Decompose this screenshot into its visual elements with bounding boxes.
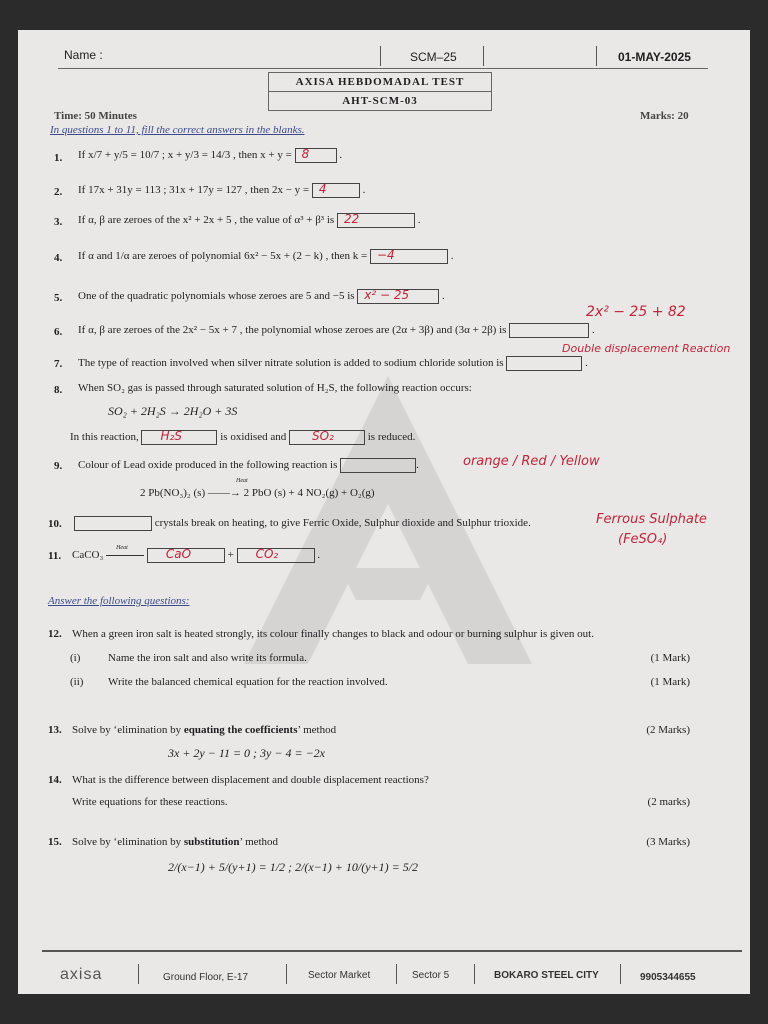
q2-number: 2. (54, 186, 63, 198)
q14-text: What is the difference between displacement and double displacement reactions? (72, 774, 429, 786)
q4-period: . (450, 250, 454, 263)
q9-answer: orange / Red / Yellow (463, 454, 600, 469)
test-code: SCM–25 (410, 50, 457, 64)
q8-line2-a: In this reaction, (70, 431, 139, 444)
q8-text: When SO₂ gas is passed through saturated solution of H₂S, the following reaction occurs: (78, 382, 472, 394)
q13-number: 13. (48, 724, 62, 736)
q15-equation: 2/(x−1) + 5/(y+1) = 1/2 ; 2/(x−1) + 10/(y+1) = 5/2 (168, 860, 419, 874)
instruction-text: In questions 1 to 11, fill the correct answers in the blanks. (50, 124, 305, 136)
q10-text: crystals break on heating, to give Ferric Oxide, Sulphur dioxide and Sulphur trioxide. (154, 517, 531, 530)
q4 (78, 249, 453, 264)
q8-equation: SO₂ + 2H₂S → 2H₂O + 3S (108, 404, 238, 418)
footer-market: Sector Market (308, 970, 371, 981)
test-title: AXISA HEBDOMADAL TEST (295, 76, 465, 88)
q3-answer-box (337, 213, 415, 228)
q11-period: . (317, 549, 321, 562)
q4-answer: −4 (376, 248, 395, 262)
q12-text: When a green iron salt is heated strongly, its colour finally changes to black and odour or burning sulphur is given out. (72, 628, 594, 640)
footer-brand-logo: axisa (60, 966, 103, 983)
q5-text: One of the quadratic polynomials whose zeroes are 5 and −5 is (78, 290, 355, 303)
q13-equation: 3x + 2y − 11 = 0 ; 3y − 4 = −2x (168, 746, 325, 760)
name-label: Name : (64, 48, 103, 62)
q4-answer-box (370, 249, 448, 264)
q10-answer-box (74, 516, 152, 531)
test-paper (18, 30, 750, 994)
q11-number: 11. (48, 550, 62, 562)
q6-text: If α, β are zeroes of the 2x² − 5x + 7 , the polynomial whose zeroes are (2α + 3β) and (3α + 2β) is (78, 324, 507, 337)
q11-answer-b: CO₂ (255, 547, 279, 561)
q8-answer-a: H₂S (160, 429, 182, 443)
q8-answer-box-a (141, 430, 217, 445)
q8-answer-box-b (289, 430, 365, 445)
q7-answer: Double displacement Reaction (562, 342, 731, 355)
q8-line2-b: is oxidised and (220, 431, 287, 444)
q9-answer-box (340, 458, 416, 473)
footer-sector: Sector 5 (412, 970, 450, 981)
q1 (78, 148, 342, 163)
q11-answer-box-b (237, 548, 315, 563)
footer-address: Ground Floor, E-17 (163, 972, 249, 983)
time-label: Time: 50 Minutes (54, 110, 137, 122)
q15-marks: (3 Marks) (646, 836, 690, 848)
q9-number: 9. (54, 460, 63, 472)
q12-part-i-text: Name the iron salt and also write its formula. (108, 652, 307, 664)
q5-period: . (442, 290, 445, 303)
q2 (78, 183, 365, 198)
marks-label: Marks: 20 (640, 110, 689, 122)
q2-text: If 17x + 31y = 113 ; 31x + 17y = 127 , then 2x − y = (78, 184, 310, 197)
q13-text-a: Solve by ‘elimination by (72, 724, 184, 736)
q15-text-c: ’ method (239, 836, 279, 848)
q10-number: 10. (48, 518, 62, 530)
q15-text-b: substitution (183, 836, 240, 848)
q8-answer-b: SO₂ (311, 429, 334, 443)
q10-answer-formula: (FeSO₄) (618, 532, 668, 547)
q12-part-ii-text: Write the balanced chemical equation for the reaction involved. (108, 676, 388, 688)
q8-number: 8. (54, 384, 63, 396)
q3 (78, 213, 420, 228)
q13-text-b: equating the coefficients (183, 724, 298, 736)
q13-marks: (2 Marks) (646, 724, 690, 736)
q7-answer-box (506, 356, 582, 371)
footer-city: BOKARO STEEL CITY (494, 970, 599, 981)
q5-answer: x² − 25 (364, 288, 410, 302)
q9-equation: 2 Pb(NO₃)₂ (s) ——→ 2 PbO (s) + 4 NO₂(g) + O₂(g) (140, 487, 375, 499)
q11-answer-a: CaO (165, 547, 192, 561)
q12-part-ii-marks: (1 Mark) (650, 676, 690, 688)
q3-number: 3. (54, 216, 63, 228)
q12-part-ii-label: (ii) (70, 676, 84, 688)
q11: CaCO₃ Heat CaO + CO₂ . (72, 545, 321, 562)
q1-period: . (339, 149, 343, 162)
q6-number: 6. (54, 326, 63, 338)
q11-heat-label: Heat (116, 545, 128, 551)
q7-number: 7. (54, 358, 63, 370)
test-subtitle: AHT-SCM-03 (269, 91, 491, 110)
q6-answer: 2x² − 25 + 82 (586, 304, 686, 320)
q2-answer-box (312, 183, 360, 198)
q9-text: Colour of Lead oxide produced in the following reaction is (78, 459, 338, 472)
test-date: 01-MAY-2025 (618, 50, 691, 64)
q12-part-i-marks: (1 Mark) (650, 652, 690, 664)
q1-answer-box (295, 148, 337, 163)
q11-arrow (106, 545, 144, 556)
q11-answer-box-a (147, 548, 225, 563)
q8-line2 (70, 430, 415, 445)
q13-text (72, 724, 336, 736)
q3-period: . (417, 214, 421, 227)
q14-number: 14. (48, 774, 62, 786)
q9-heat-label: Heat (236, 478, 248, 484)
q10-answer: Ferrous Sulphate (596, 512, 707, 527)
q4-number: 4. (54, 252, 63, 264)
q6-answer-box (509, 323, 589, 338)
footer-rule (42, 950, 742, 952)
q14-text2: Write equations for these reactions. (72, 796, 228, 808)
footer-phone: 9905344655 (640, 972, 696, 983)
q9: Colour of Lead oxide produced in the following reaction is . (78, 459, 419, 472)
q15-number: 15. (48, 836, 62, 848)
q3-text: If α, β are zeroes of the x² + 2x + 5 , the value of α³ + β³ is (78, 214, 335, 227)
q15-text-a: Solve by ‘elimination by (72, 836, 184, 848)
q6-period: . (591, 324, 595, 337)
q1-text: If x/7 + y/5 = 10/7 ; x + y/3 = 14/3 , then x + y = (78, 149, 292, 162)
q3-answer: 22 (343, 212, 360, 226)
q14-marks: (2 marks) (647, 796, 690, 808)
q12-number: 12. (48, 628, 62, 640)
q5-number: 5. (54, 292, 63, 304)
q4-text: If α and 1/α are zeroes of polynomial 6x² − 5x + (2 − k) , then k = (78, 250, 368, 263)
q10 (74, 516, 531, 531)
q8-line2-c: is reduced. (367, 431, 416, 444)
q5 (78, 289, 445, 304)
q2-answer: 4 (318, 182, 327, 196)
q5-answer-box (357, 289, 439, 304)
q7-period: . (585, 357, 588, 370)
q13-text-c: ’ method (297, 724, 337, 736)
q7-text: The type of reaction involved when silver nitrate solution is added to sodium chloride solution is (78, 357, 504, 370)
q1-number: 1. (54, 152, 63, 164)
q11-reactant: CaCO₃ (72, 549, 104, 562)
q1-answer: 8 (301, 147, 310, 161)
q7 (78, 356, 588, 371)
q15-text (72, 836, 278, 848)
q2-period: . (362, 184, 366, 197)
q6 (78, 323, 595, 338)
q12-part-i-label: (i) (70, 652, 81, 664)
title-box (268, 72, 492, 111)
section-heading: Answer the following questions: (48, 595, 190, 607)
